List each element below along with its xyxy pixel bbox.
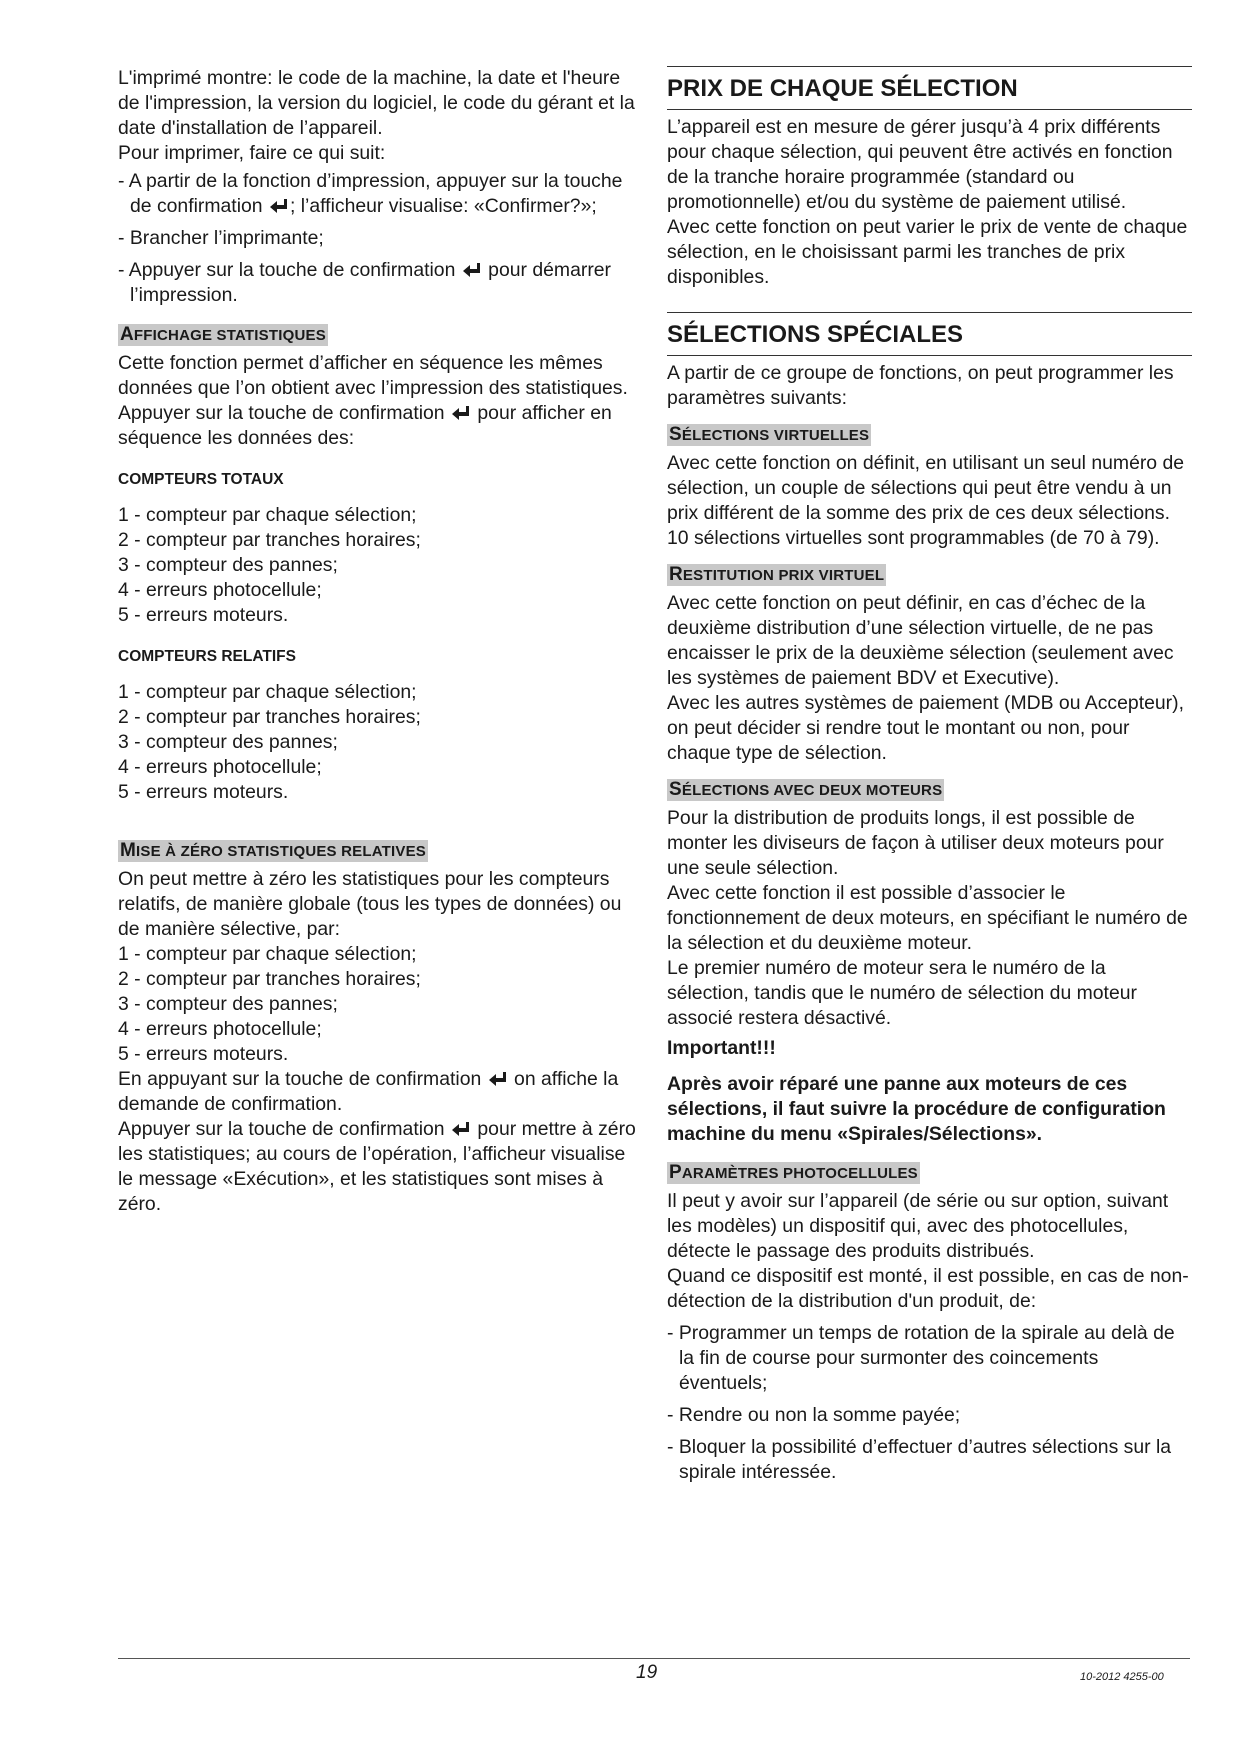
list-item: 3 - compteur des pannes; [118,731,338,753]
restitution-paragraph: Avec les autres systèmes de paiement (MDB ou Accepteur), on peut décider si rendre tout le montant ou non, pour chaque type de sélection. [667,692,1184,764]
photocellules-paragraph: Il peut y avoir sur l’appareil (de série ou sur option, suivant les modèles) un dispositif qui, avec des photocellules, détecte le passage des produits distribués. [667,1190,1169,1262]
restitution-paragraph: Avec cette fonction on peut définir, en cas d’échec de la deuxième distribution d’une sélection virtuelle, de ne pas encaisser le prix de la deuxième sélection (seulement avec les systèmes de paiement BDV et Executive). [667,592,1174,689]
speciales-section-title: SÉLECTIONS SPÉCIALES [667,312,1192,356]
affichage-heading: AFFICHAGE STATISTIQUES [120,324,326,345]
important-label: Important!!! [667,1037,776,1059]
right-column [667,66,1192,1485]
print-step: - A partir de la fonction d’impression, appuyer sur la touche de confirmation ; l’afficheur visualise: «Confirmer?»; [118,170,623,217]
mise-a-zero-execute: Appuyer sur la touche de confirmation pour mettre à zéro les statistiques; au cours de l’opération, l’afficheur visualise le message «Exécution», et les statistiques sont mises à zéro. [118,1118,636,1215]
enter-key-icon [488,1069,508,1089]
compteurs-relatifs-title: COMPTEURS RELATIFS [118,648,296,665]
deux-moteurs-paragraph: Le premier numéro de moteur sera le numéro de la sélection, tandis que le numéro de sélection du moteur associé restera désactivé. [667,957,1137,1029]
photocellules-bullet: - Bloquer la possibilité d’effectuer d’autres sélections sur la spirale intéressée. [667,1436,1172,1483]
list-item: 4 - erreurs photocellule; [118,756,322,778]
mise-a-zero-confirm: En appuyant sur la touche de confirmation on affiche la demande de confirmation. [118,1068,619,1115]
left-column [118,66,638,1217]
list-item: 4 - erreurs photocellule; [118,1018,322,1040]
enter-key-icon [451,403,471,423]
warning-paragraph: Après avoir réparé une panne aux moteurs de ces sélections, il faut suivre la procédure de configuration machine du menu «Spirales/Sélections». [667,1073,1166,1145]
deux-moteurs-heading: SÉLECTIONS AVEC DEUX MOTEURS [669,779,943,800]
prix-paragraph: Avec cette fonction on peut varier le prix de vente de chaque sélection, en le choisissant parmi les tranches de prix disponibles. [667,216,1188,288]
list-item: 1 - compteur par chaque sélection; [118,943,417,965]
intro-paragraph: L'imprimé montre: le code de la machine, la date et l'heure de l'impression, la version du logiciel, le code du gérant et la date d'installation de l’appareil. [118,67,635,139]
enter-key-icon [269,196,289,216]
enter-key-icon [462,260,482,280]
list-item: 1 - compteur par chaque sélection; [118,504,417,526]
list-item: 2 - compteur par tranches horaires; [118,968,421,990]
photocellules-heading: PARAMÈTRES PHOTOCELLULES [669,1162,918,1183]
restitution-heading: RESTITUTION PRIX VIRTUEL [669,564,885,585]
compteurs-totaux-title: COMPTEURS TOTAUX [118,471,284,488]
prix-section-title: PRIX DE CHAQUE SÉLECTION [667,66,1192,110]
enter-key-icon [451,1119,471,1139]
footer-divider [118,1658,1190,1659]
mise-a-zero-paragraph: On peut mettre à zéro les statistiques pour les compteurs relatifs, de manière globale (tous les types de données) ou de manière sélective, par: [118,868,622,940]
mise-a-zero-heading: MISE À ZÉRO STATISTIQUES RELATIVES [120,840,426,861]
list-item: 5 - erreurs moteurs. [118,604,289,626]
virtuelles-paragraph: Avec cette fonction on définit, en utilisant un seul numéro de sélection, un couple de sélections qui peut être vendu à un prix différent de la somme des prix de ces deux sélections. [667,452,1185,524]
deux-moteurs-paragraph: Pour la distribution de produits longs, il est possible de monter les diviseurs de façon à utiliser deux moteurs pour une seule sélection. [667,807,1164,879]
list-item: 5 - erreurs moteurs. [118,781,289,803]
page-number: 19 [636,1662,658,1683]
list-item: 3 - compteur des pannes; [118,554,338,576]
affichage-paragraph: Cette fonction permet d’afficher en séquence les mêmes données que l’on obtient avec l’impression des statistiques. [118,352,628,399]
virtuelles-paragraph: 10 sélections virtuelles sont programmables (de 70 à 79). [667,527,1160,549]
intro-instruction: Pour imprimer, faire ce qui suit: [118,142,386,164]
document-reference: 10-2012 4255-00 [1080,1671,1164,1683]
speciales-paragraph: A partir de ce groupe de fonctions, on peut programmer les paramètres suivants: [667,362,1174,409]
list-item: 2 - compteur par tranches horaires; [118,529,421,551]
list-item: 3 - compteur des pannes; [118,993,338,1015]
print-step: - Brancher l’imprimante; [118,227,324,249]
list-item: 1 - compteur par chaque sélection; [118,681,417,703]
print-step: - Appuyer sur la touche de confirmation pour démarrer l’impression. [118,259,612,306]
affichage-instruction: Appuyer sur la touche de confirmation pour afficher en séquence les données des: [118,402,612,449]
photocellules-bullet: - Rendre ou non la somme payée; [667,1404,961,1426]
photocellules-paragraph: Quand ce dispositif est monté, il est possible, en cas de non-détection de la distribution d'un produit, de: [667,1265,1189,1312]
photocellules-bullet: - Programmer un temps de rotation de la spirale au delà de la fin de course pour surmonter des coincements éventuels; [667,1322,1175,1394]
list-item: 4 - erreurs photocellule; [118,579,322,601]
list-item: 5 - erreurs moteurs. [118,1043,289,1065]
prix-paragraph: L’appareil est en mesure de gérer jusqu’à 4 prix différents pour chaque sélection, qui peuvent être activés en fonction de la tranche horaire programmée (standard ou promotionnelle) et/ou du système de paiement utilisé. [667,116,1173,213]
list-item: 2 - compteur par tranches horaires; [118,706,421,728]
virtuelles-heading: SÉLECTIONS VIRTUELLES [669,424,870,445]
deux-moteurs-paragraph: Avec cette fonction il est possible d’associer le fonctionnement de deux moteurs, en spécifiant le numéro de la sélection et du deuxième moteur. [667,882,1188,954]
